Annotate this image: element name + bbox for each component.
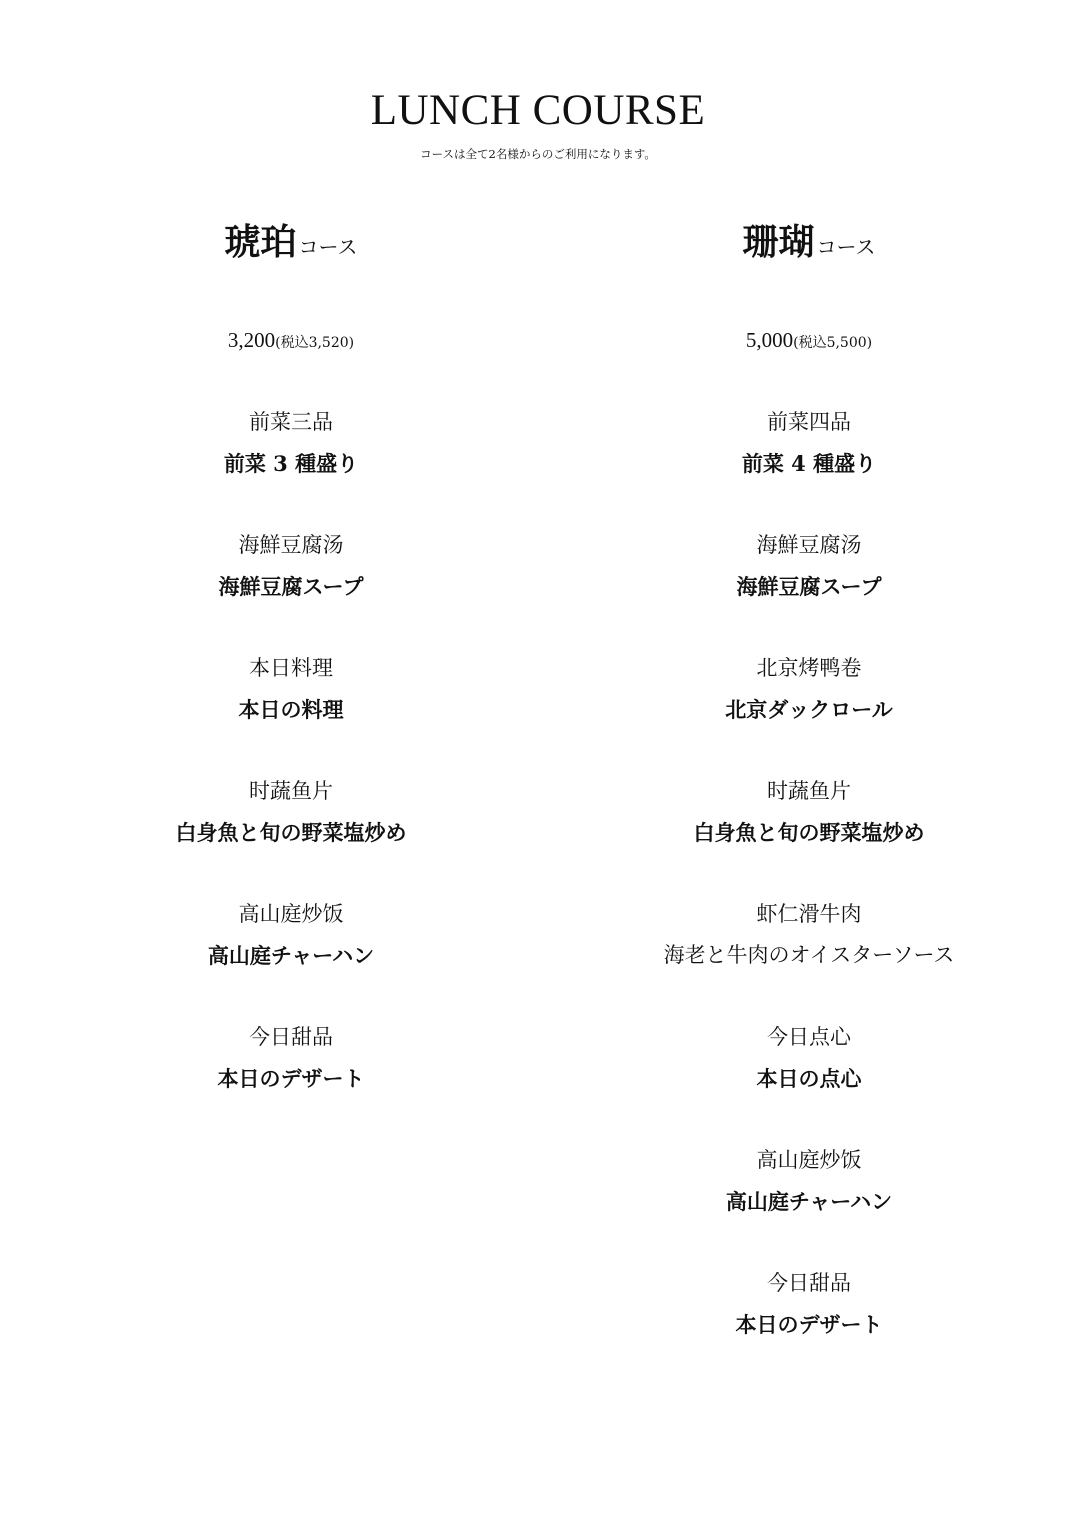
dish-chinese-name: 高山庭炒饭 [238,902,344,926]
dish-chinese-name: 今日甜品 [249,1025,333,1049]
dish-japanese-name: 海鮮豆腐スープ [736,574,882,599]
dish-chinese-name: 时蔬鱼片 [767,779,851,803]
dish-chinese-name: 北京烤鸭卷 [756,656,862,680]
dish-japanese-name: 本日の料理 [238,697,344,722]
dish-japanese-name: 高山庭チャーハン [725,1189,893,1214]
dish-japanese-name: 前菜 4 種盛り [741,451,877,476]
dish-item [569,402,1049,525]
dish-japanese-name: 高山庭チャーハン [207,943,375,968]
dish-chinese-name: 本日料理 [249,656,333,680]
dish-item [569,1140,1049,1263]
price-tax-included: (税込5,500) [793,335,873,351]
dish-japanese-name: 本日のデザート [735,1312,883,1337]
dish-japanese-name: 前菜 3 種盛り [223,451,359,476]
dish-chinese-name: 今日甜品 [767,1271,851,1295]
price-amount: 3,200 [227,328,276,352]
course-price [51,320,531,360]
dish-chinese-name: 今日点心 [767,1025,851,1049]
dish-item [569,894,1049,1017]
dish-chinese-name: 时蔬鱼片 [249,779,333,803]
dish-chinese-name: 高山庭炒饭 [756,1148,862,1172]
dish-japanese-name: 本日の点心 [756,1066,862,1091]
course-coral [569,214,1049,1386]
course-title [569,214,1049,270]
dish-item [51,402,531,525]
dish-chinese-name: 海鮮豆腐汤 [238,533,344,557]
price-tax-included: (税込3,520) [275,335,355,351]
dish-japanese-name: 白身魚と旬の野菜塩炒め [175,820,407,845]
dish-list [569,402,1049,1386]
dish-japanese-name: 白身魚と旬の野菜塩炒め [693,820,925,845]
dish-chinese-name: 前菜三品 [249,410,333,434]
dish-item [569,1263,1049,1386]
dish-chinese-name: 虾仁滑牛肉 [756,902,862,926]
course-amber [51,214,531,1140]
dish-japanese-name: 海老と牛肉のオイスターソース [663,943,955,967]
course-name: 珊瑚 [742,221,815,263]
dish-item [51,894,531,1017]
dish-item [51,771,531,894]
dish-list [51,402,531,1140]
course-price [569,320,1049,360]
page-note: コースは全て2名様からのご利用になります。 [420,147,656,161]
dish-japanese-name: 本日のデザート [217,1066,365,1091]
dish-chinese-name: 海鮮豆腐汤 [756,533,862,557]
dish-item [51,648,531,771]
dish-japanese-name: 北京ダックロール [725,697,893,722]
dish-item [569,1017,1049,1140]
price-amount: 5,000 [745,328,794,352]
page-title: LUNCH COURSE [370,87,706,134]
dish-item [569,525,1049,648]
dish-item [51,525,531,648]
dish-item [569,771,1049,894]
dish-item [569,648,1049,771]
course-name: 琥珀 [224,221,297,263]
dish-japanese-name: 海鮮豆腐スープ [218,574,364,599]
dish-item [51,1017,531,1140]
dish-chinese-name: 前菜四品 [767,410,851,434]
course-title [51,214,531,270]
course-suffix: コース [298,235,358,259]
course-suffix: コース [816,235,876,259]
